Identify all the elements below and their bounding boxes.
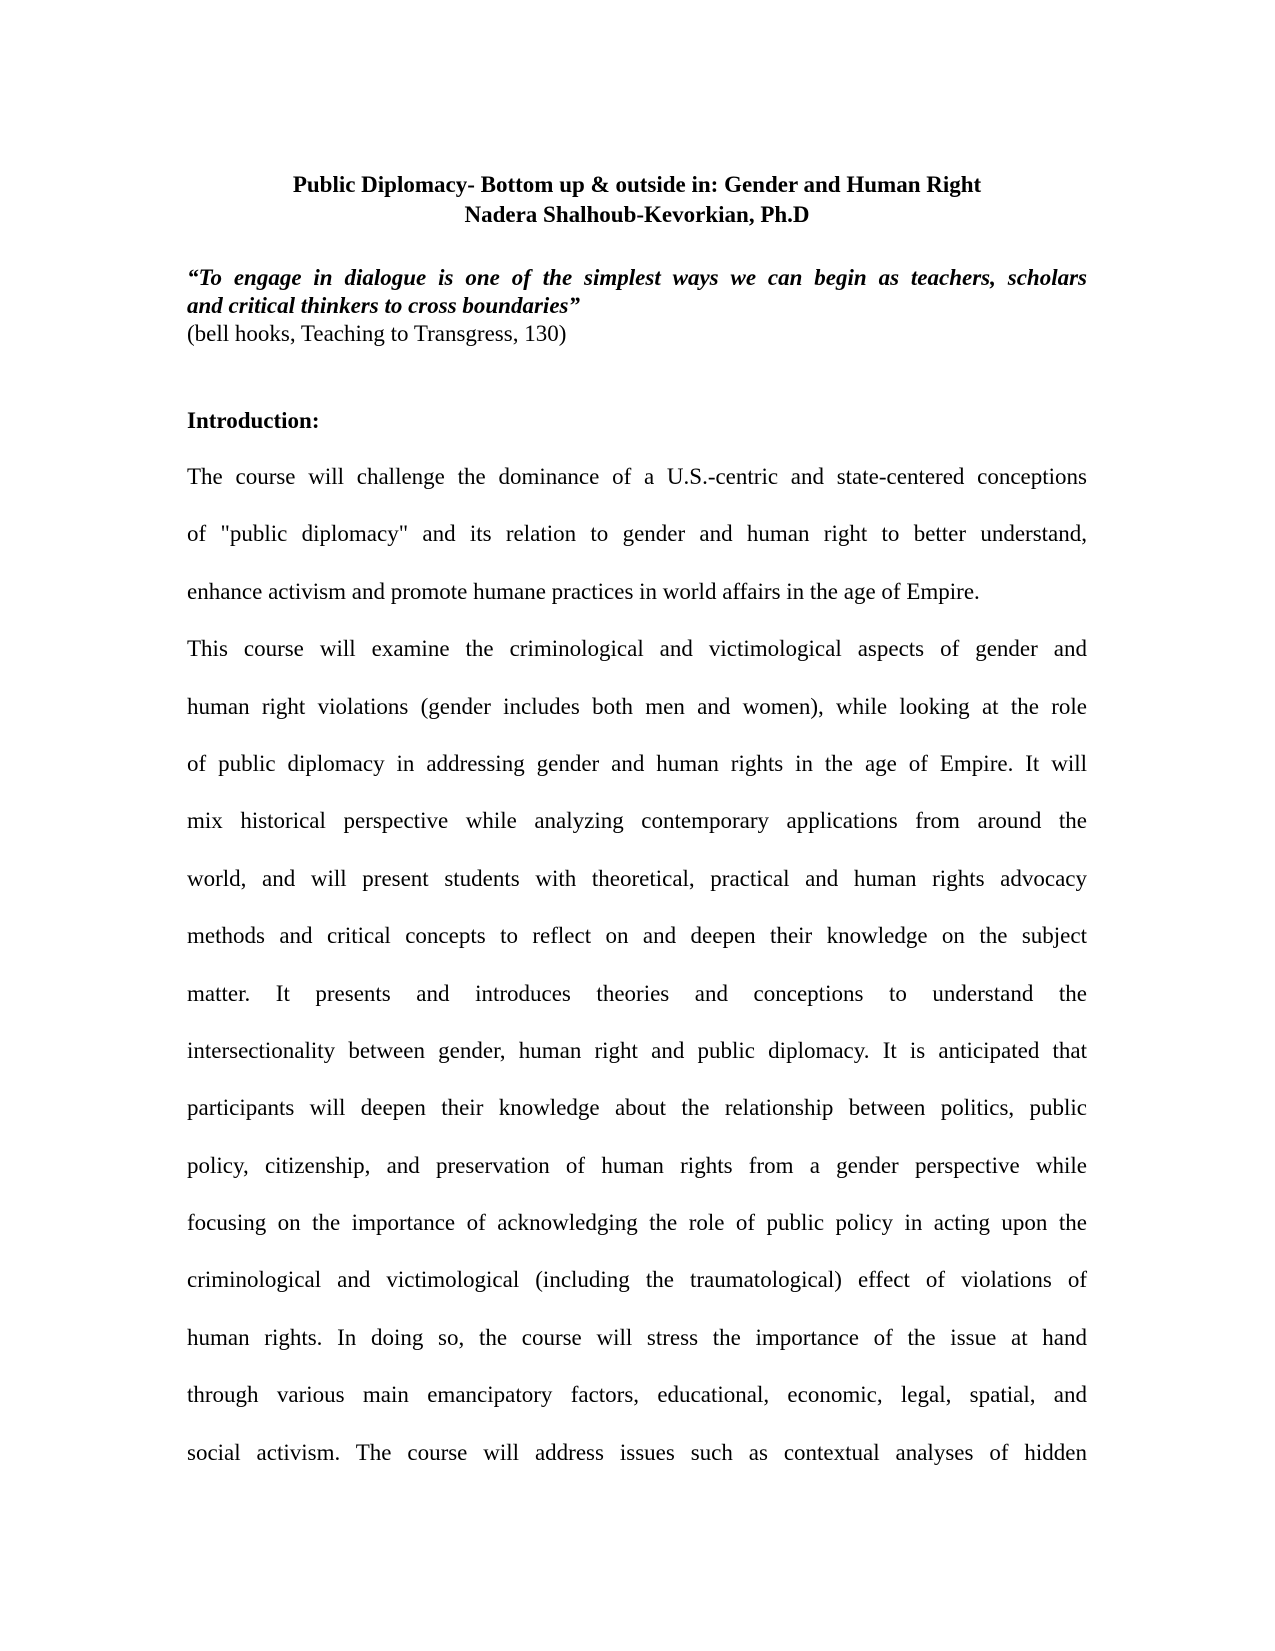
body-line: focusing on the importance of acknowledging the role of public policy in acting upon the [187, 1210, 1087, 1236]
body-line: enhance activism and promote humane practices in world affairs in the age of Empire. [187, 578, 980, 604]
author-name: Nadera Shalhoub-Kevorkian, Ph.D [464, 202, 810, 227]
epigraph-quote-line: “To engage in dialogue is one of the simplest ways we can begin as teachers, scholars [187, 265, 1087, 290]
epigraph-source: (bell hooks, Teaching to Transgress, 130) [187, 321, 567, 346]
body-line: policy, citizenship, and preservation of human rights from a gender perspective while [187, 1152, 1087, 1178]
title-block [187, 170, 1087, 230]
body-line: methods and critical concepts to reflect on and deepen their knowledge on the subject [187, 923, 1087, 949]
body-line: This course will examine the criminological and victimological aspects of gender and [187, 636, 1087, 662]
body-line: through various main emancipatory factors, educational, economic, legal, spatial, and [187, 1382, 1087, 1408]
body-line: of public diplomacy in addressing gender and human rights in the age of Empire. It will [187, 750, 1087, 776]
body-line: mix historical perspective while analyzing contemporary applications from around the [187, 808, 1087, 834]
body-line: criminological and victimological (including the traumatological) effect of violations of [187, 1267, 1087, 1293]
document-title: Public Diplomacy- Bottom up & outside in: Gender and Human Right [292, 172, 982, 197]
epigraph [187, 264, 1087, 348]
body-line: intersectionality between gender, human right and public diplomacy. It is anticipated that [187, 1037, 1087, 1063]
epigraph-quote [187, 264, 1087, 320]
body-line: matter. It presents and introduces theories and conceptions to understand the [187, 980, 1087, 1006]
body-text [187, 448, 1087, 1481]
body-line: The course will challenge the dominance of a U.S.-centric and state-centered conceptions [187, 464, 1087, 489]
body-line: social activism. The course will address issues such as contextual analyses of hidden [187, 1439, 1087, 1465]
body-line: human right violations (gender includes both men and women), while looking at the role [187, 693, 1087, 719]
body-line: of "public diplomacy" and its relation to gender and human right to better understand, [187, 521, 1087, 547]
body-line: human rights. In doing so, the course will stress the importance of the issue at hand [187, 1324, 1087, 1350]
section-heading: Introduction: [187, 408, 320, 433]
body-line: world, and will present students with theoretical, practical and human rights advocacy [187, 865, 1087, 891]
epigraph-quote-line: and critical thinkers to cross boundaries” [187, 293, 580, 318]
body-line: participants will deepen their knowledge about the relationship between politics, public [187, 1095, 1087, 1121]
